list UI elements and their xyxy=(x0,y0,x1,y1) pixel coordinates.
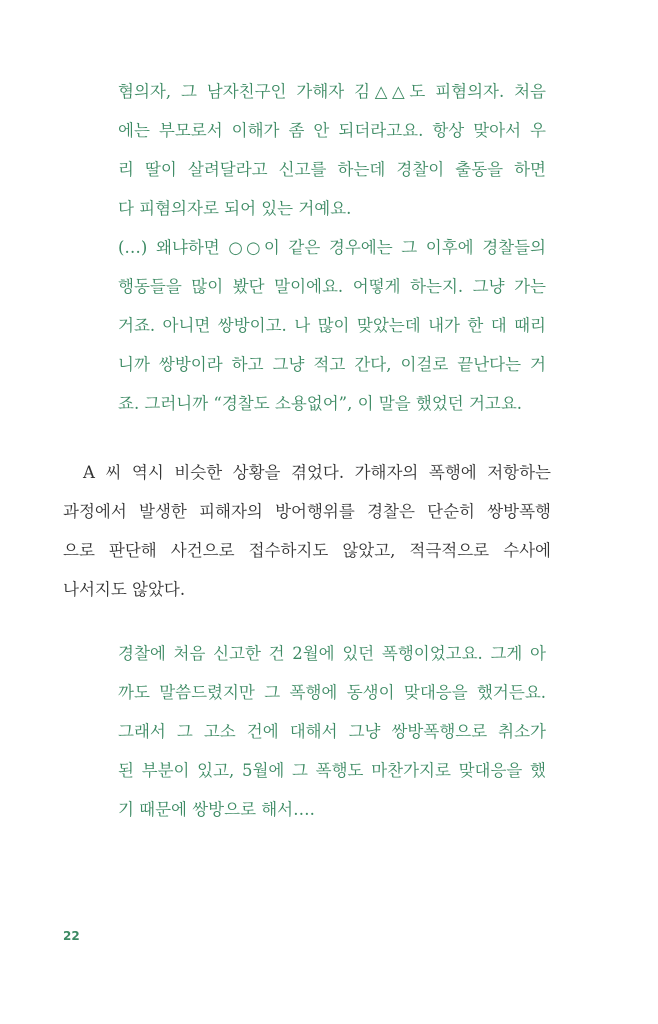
body-paragraph xyxy=(63,453,551,609)
quote-line: 다 피혐의자로 되어 있는 거예요. xyxy=(118,199,352,218)
body-line: 과정에서 발생한 피해자의 방어행위를 경찰은 단순히 쌍방폭행 xyxy=(63,502,551,521)
interview-quote-1 xyxy=(118,72,546,423)
quote-line: 에는 부모로서 이해가 좀 안 되더라고요. 항상 맞아서 우 xyxy=(118,121,546,140)
quote-line: 경찰에 처음 신고한 건 2월에 있던 폭행이었고요. 그게 아 xyxy=(118,644,546,663)
quote-line: 혐의자, 그 남자친구인 가해자 김△△도 피혐의자. 처음 xyxy=(118,82,546,101)
quote-line: 된 부분이 있고, 5월에 그 폭행도 마찬가지로 맞대응을 했 xyxy=(118,761,546,780)
quote-line: 까도 말씀드렸지만 그 폭행에 동생이 맞대응을 했거든요. xyxy=(118,683,546,702)
body-line: A 씨 역시 비슷한 상황을 겪었다. 가해자의 폭행에 저항하는 xyxy=(83,463,551,482)
interview-quote-2 xyxy=(118,634,546,829)
quote-line: 기 때문에 쌍방으로 해서…. xyxy=(118,800,315,819)
body-line: 나서지도 않았다. xyxy=(63,580,186,599)
quote-line: 행동들을 많이 봤단 말이에요. 어떻게 하는지. 그냥 가는 xyxy=(118,277,546,296)
quote-line: 니까 쌍방이라 하고 그냥 적고 간다, 이걸로 끝난다는 거 xyxy=(118,355,546,374)
body-line: 으로 판단해 사건으로 접수하지도 않았고, 적극적으로 수사에 xyxy=(63,541,551,560)
page-number: 22 xyxy=(63,929,80,943)
quote-line: 죠. 그러니까 “경찰도 소용없어”, 이 말을 했었던 거고요. xyxy=(118,394,523,413)
quote-line: 그래서 그 고소 건에 대해서 그냥 쌍방폭행으로 취소가 xyxy=(118,722,546,741)
quote-line: 거죠. 아니면 쌍방이고. 나 많이 맞았는데 내가 한 대 때리 xyxy=(118,316,546,335)
quote-line: 리 딸이 살려달라고 신고를 하는데 경찰이 출동을 하면 xyxy=(118,160,546,179)
quote-line: (…) 왜냐하면 ○○이 같은 경우에는 그 이후에 경찰들의 xyxy=(118,238,546,257)
